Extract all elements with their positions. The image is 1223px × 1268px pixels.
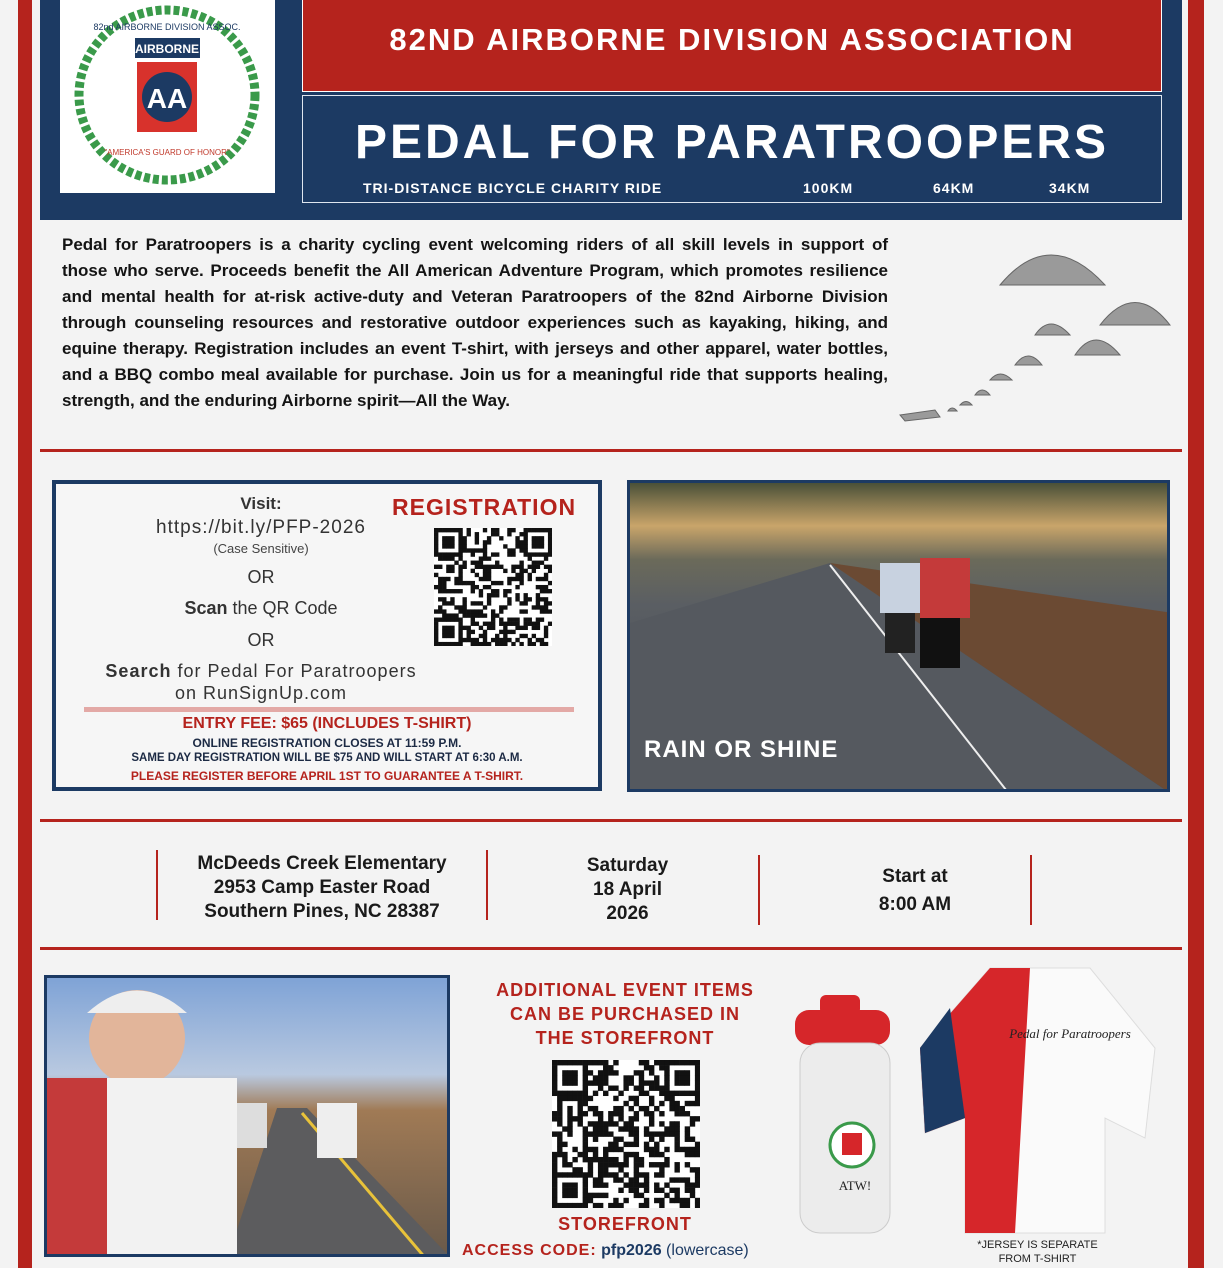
right-border xyxy=(1188,0,1204,1268)
location-name: McDeeds Creek Elementary xyxy=(197,853,447,874)
start-time: 8:00 AM xyxy=(878,894,952,915)
jersey-note xyxy=(950,1238,1125,1266)
svg-text:"AMERICA'S GUARD OF HONOR": "AMERICA'S GUARD OF HONOR" xyxy=(104,148,230,157)
distance-100km: 100KM xyxy=(803,180,854,196)
registration-heading: REGISTRATION xyxy=(392,494,577,520)
jersey-text: Pedal for Paratroopers xyxy=(1009,1026,1131,1041)
access-code-value: pfp2026 xyxy=(601,1242,662,1259)
heading-line: THE STOREFRONT xyxy=(535,1028,715,1048)
online-close-note: ONLINE REGISTRATION CLOSES AT 11:59 P.M. xyxy=(192,736,462,750)
search-bold: Search xyxy=(105,661,172,681)
storefront-label: STOREFRONT xyxy=(558,1214,692,1234)
or-label: OR xyxy=(247,630,275,650)
cyclists-road-photo xyxy=(627,480,1170,792)
intro-paragraph: Pedal for Paratroopers is a charity cycling event welcoming riders of all skill levels in support of those who serve. Proceeds benefit the All American Adventure Program, which promotes resilience and mental health for at-risk active-duty and Veteran Paratroopers of the 82nd Airborne Division through counseling resources and restorative outdoor experiences such as kayaking, hiking, and equine therapy. Registration includes an event T-shirt, with jerseys and other apparel, water bottles, and a BBQ combo meal available for purchase. Join us for a meaningful ride that supports healing, strength, and the enduring Airborne spirit—All the Way. xyxy=(62,235,888,410)
event-subtitle: TRI-DISTANCE BICYCLE CHARITY RIDE xyxy=(363,180,663,196)
storefront-qr-code[interactable] xyxy=(552,1060,700,1208)
heading-line: CAN BE PURCHASED IN xyxy=(509,1004,741,1024)
search-rest: for Pedal For Paratroopers xyxy=(171,661,417,681)
section-divider xyxy=(40,819,1182,822)
tshirt-deadline-note: PLEASE REGISTER BEFORE APRIL 1ST TO GUARANTEE A T-SHIRT. xyxy=(130,769,524,783)
location-street: 2953 Camp Easter Road xyxy=(213,877,431,898)
location-city: Southern Pines, NC 28387 xyxy=(204,901,440,922)
access-code-label: ACCESS CODE: xyxy=(462,1242,597,1259)
or-label: OR xyxy=(247,567,275,587)
event-title: PEDAL FOR PARATROOPERS xyxy=(354,116,1110,169)
entry-fee: ENTRY FEE: $65 (INCLUDES T-SHIRT) xyxy=(182,715,472,732)
registration-box xyxy=(52,480,602,791)
svg-text:AA: AA xyxy=(146,83,188,114)
divider-line xyxy=(84,707,574,712)
registration-qr-code[interactable] xyxy=(434,528,552,646)
scan-rest: the QR Code xyxy=(227,598,338,618)
water-bottle-image xyxy=(790,995,905,1240)
date-weekday: Saturday xyxy=(586,855,669,876)
storefront-heading xyxy=(460,978,790,1050)
distance-34km: 34KM xyxy=(1049,180,1091,196)
svg-text:AIRBORNE: AIRBORNE xyxy=(134,42,200,56)
left-border xyxy=(18,0,32,1268)
section-divider xyxy=(40,449,1182,452)
bottle-text: ATW! xyxy=(838,1178,872,1193)
start-label: Start at xyxy=(882,866,948,887)
svg-text:82nd AIRBORNE DIVISION ASSOC.: 82nd AIRBORNE DIVISION ASSOC. xyxy=(93,22,241,32)
distance-64km: 64KM xyxy=(933,180,975,196)
event-time xyxy=(800,863,1030,919)
section-divider xyxy=(40,947,1182,950)
jersey-image xyxy=(920,958,1160,1236)
info-divider xyxy=(156,850,158,920)
registration-url[interactable]: https://bit.ly/PFP-2026 xyxy=(156,517,366,538)
info-divider xyxy=(758,855,760,925)
title-box xyxy=(302,95,1162,203)
association-name: 82ND AIRBORNE DIVISION ASSOCIATION xyxy=(302,0,1162,92)
event-date xyxy=(540,854,715,926)
search-site: on RunSignUp.com xyxy=(174,683,348,703)
same-day-note: SAME DAY REGISTRATION WILL BE $75 AND WILL START AT 6:30 A.M. xyxy=(131,752,523,764)
riders-selfie-photo xyxy=(44,975,450,1257)
visit-label: Visit: xyxy=(240,494,282,513)
date-day-month: 18 April xyxy=(593,879,662,900)
access-code-note: (lowercase) xyxy=(661,1242,749,1259)
info-divider xyxy=(1030,855,1032,925)
jersey-note-line: FROM T-SHIRT xyxy=(998,1253,1077,1265)
date-year: 2026 xyxy=(606,903,649,924)
info-divider xyxy=(486,850,488,920)
association-logo xyxy=(60,0,275,193)
parachutes-illustration xyxy=(890,225,1180,440)
access-code-line xyxy=(462,1241,749,1261)
case-sensitive-note: (Case Sensitive) xyxy=(213,541,309,556)
event-location xyxy=(160,852,484,924)
rain-or-shine-caption: RAIN OR SHINE xyxy=(644,736,839,763)
heading-line: ADDITIONAL EVENT ITEMS xyxy=(496,980,754,1000)
scan-bold: Scan xyxy=(184,598,228,618)
search-instruction xyxy=(56,661,466,682)
jersey-note-line: *JERSEY IS SEPARATE xyxy=(977,1239,1098,1251)
scan-instruction xyxy=(56,598,466,619)
